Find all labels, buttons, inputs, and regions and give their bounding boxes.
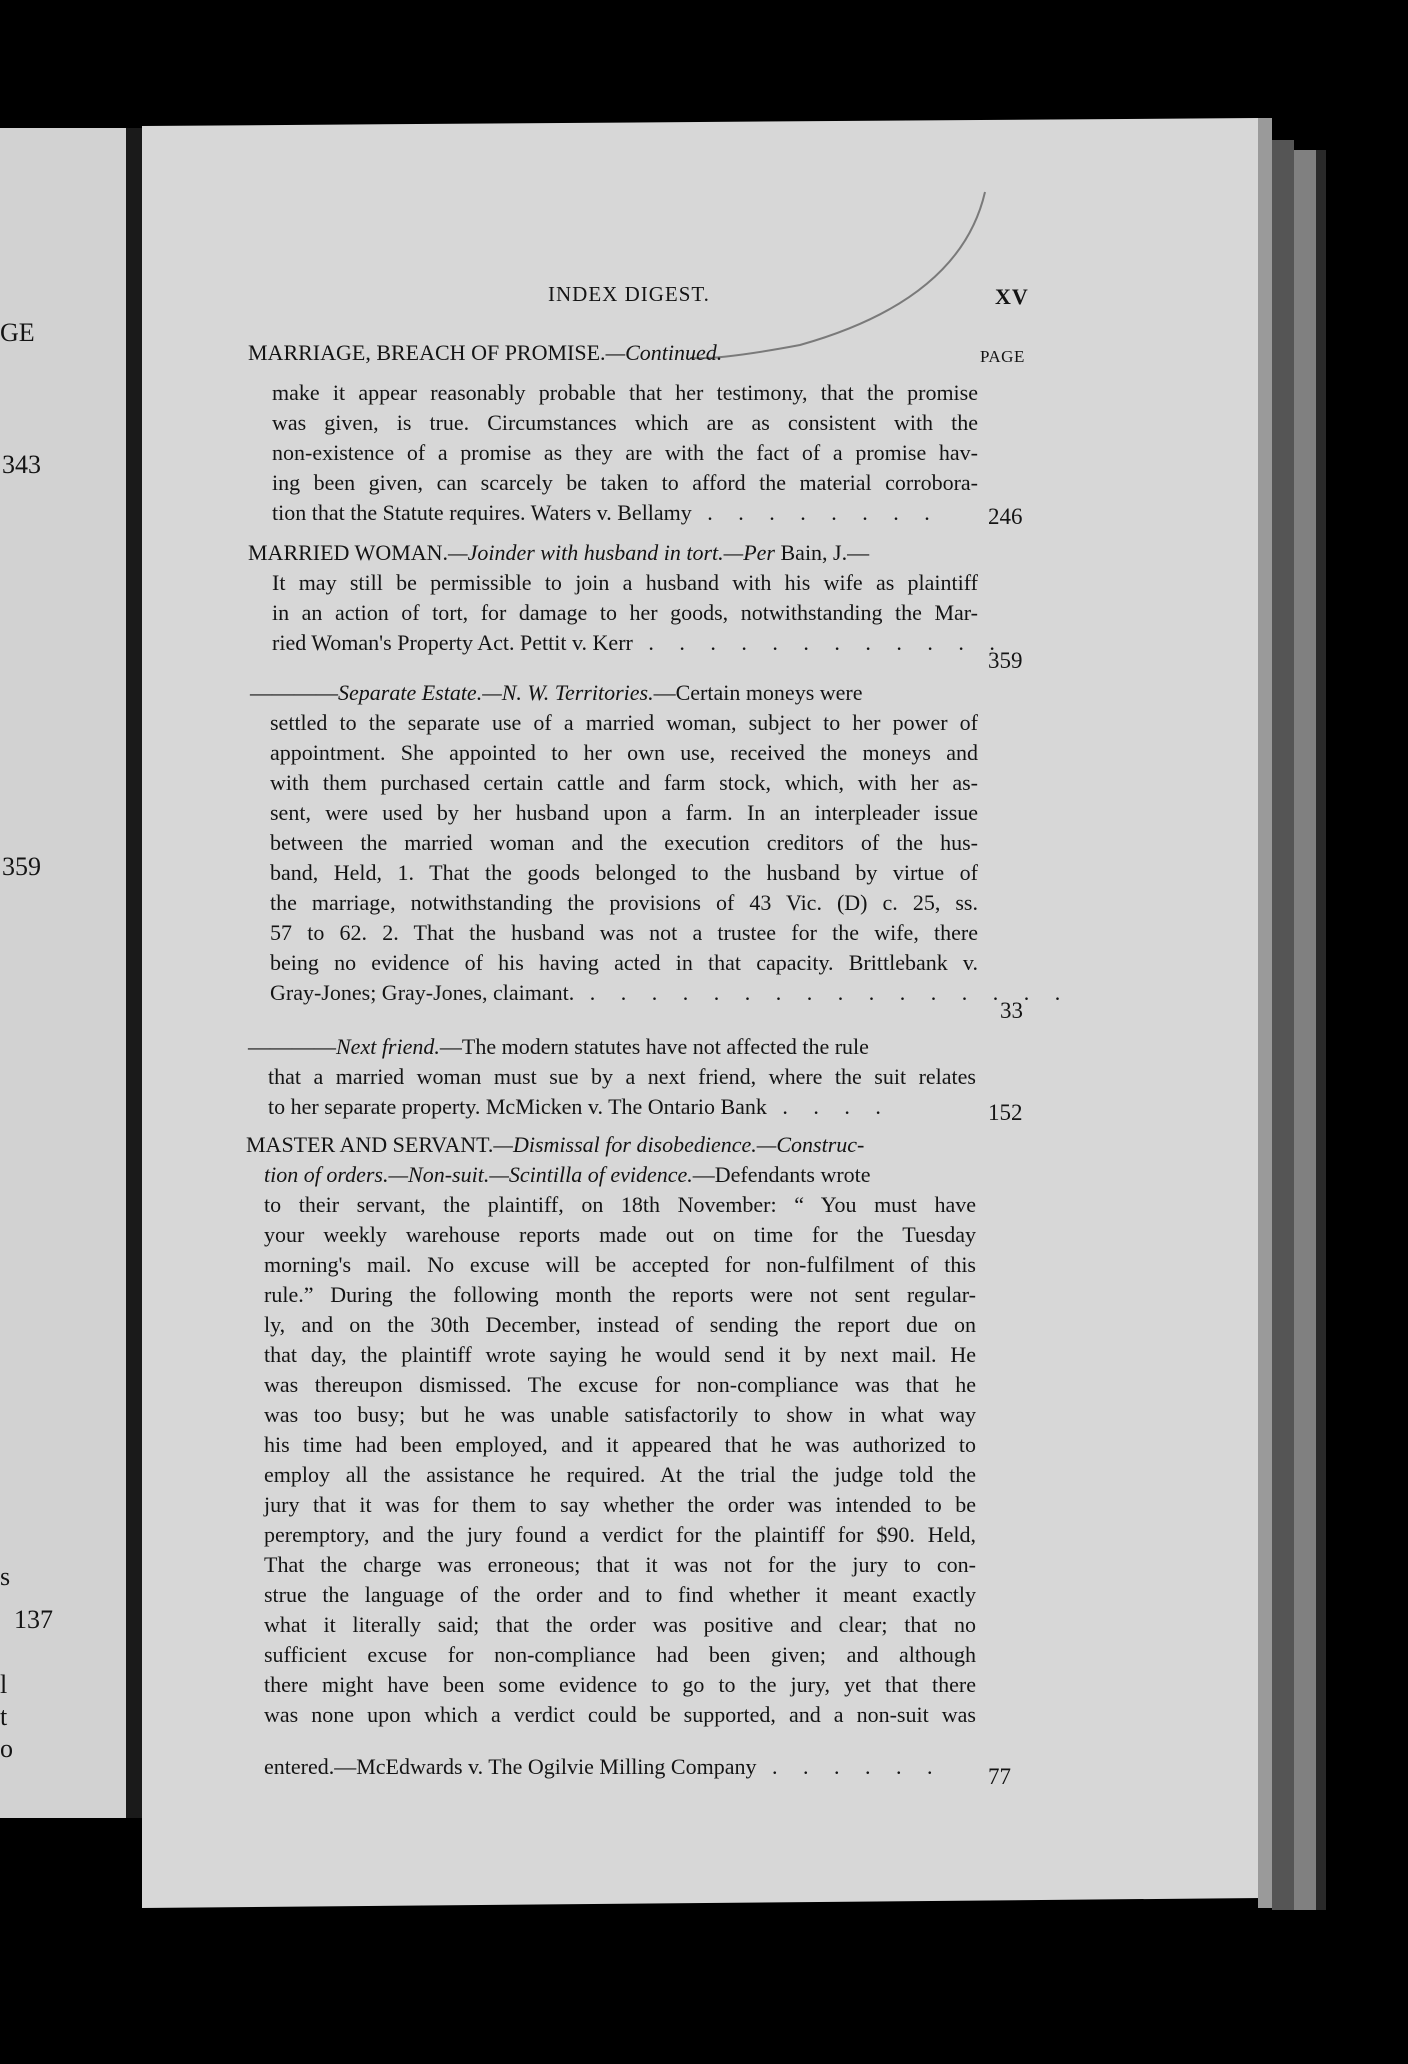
entry-line: Gray-Jones; Gray-Jones, claimant. [270, 980, 575, 1005]
entry-line: appointment. She appointed to her own use, received the moneys and [270, 740, 978, 765]
left-page-letter: t [0, 1702, 8, 1731]
entry-line: strue the language of the order and to find whether it meant exactly [264, 1582, 976, 1607]
entry-subheading: —Joinder with husband in tort.—Per [448, 540, 775, 565]
entry-line: —Defendants wrote [692, 1162, 871, 1187]
entry-line: ing been given, can scarcely be taken to afford the material corrobora- [272, 470, 978, 495]
entry-line: sent, were used by her husband upon a farm. In an interpleader issue [270, 800, 978, 825]
left-page-letter: o [0, 1734, 13, 1763]
entry-line: was none upon which a verdict could be supported, and a non-suit was [264, 1702, 976, 1727]
entry-line: employ all the assistance he required. At the trial the judge told the [264, 1462, 976, 1487]
entry-subheading: Next friend. [336, 1034, 440, 1059]
entry-line: in an action of tort, for damage to her goods, notwithstanding the Mar- [272, 600, 978, 625]
entry-line: tion of orders.—Non-suit.—Scintilla of evidence. [264, 1162, 693, 1187]
entry-line: was too busy; but he was unable satisfactorily to show in what way [264, 1402, 976, 1427]
entry-line: non-existence of a promise as they are with the fact of a promise hav- [272, 440, 978, 465]
entry-line: band, Held, 1. That the goods belonged to the husband by virtue of [270, 860, 978, 885]
entry-heading: MASTER AND SERVANT. [246, 1132, 494, 1157]
entry-line: ried Woman's Property Act. Pettit v. Kerr [272, 630, 633, 655]
entry-line: 57 to 62. 2. That the husband was not a trustee for the wife, there [270, 920, 978, 945]
entry-page-number: 359 [988, 648, 1023, 673]
entry-line: was thereupon dismissed. The excuse for non-compliance was that he [264, 1372, 976, 1397]
entry-line: entered.—McEdwards v. The Ogilvie Milling Company [264, 1754, 757, 1779]
entry-subheading: Separate Estate.—N. W. Territories. [338, 680, 654, 705]
entry-line: was given, is true. Circumstances which are as consistent with the [272, 410, 978, 435]
entry-line: that a married woman must sue by a next friend, where the suit relates [268, 1064, 976, 1089]
entry-heading: MARRIED WOMAN. [248, 540, 449, 565]
entry-line: your weekly warehouse reports made out on time for the Tuesday [264, 1222, 976, 1247]
entry-page-number: 33 [1000, 998, 1023, 1023]
entry-line: to her separate property. McMicken v. The Ontario Bank [268, 1094, 767, 1119]
entry-line: rule.” During the following month the reports were not sent regular- [264, 1282, 976, 1307]
left-page-number: 137 [14, 1605, 53, 1634]
entry-heading: MARRIAGE, BREACH OF PROMISE. [248, 340, 606, 365]
left-page-number: 343 [2, 450, 41, 479]
entry-subheading: —Dismissal for disobedience.—Construc- [493, 1132, 865, 1157]
entry-line: make it appear reasonably probable that her testimony, that the promise [272, 380, 978, 405]
left-page-letter: l [0, 1670, 8, 1699]
entry-heading: ———— [248, 1034, 336, 1059]
entry-line: there might have been some evidence to go to the jury, yet that there [264, 1672, 976, 1697]
page-column-label: PAGE [980, 347, 1025, 366]
entry-line: It may still be permissible to join a husband with his wife as plaintiff [272, 570, 978, 595]
entry-line: jury that it was for them to say whether the order was intended to be [264, 1492, 976, 1517]
entry-line: to their servant, the plaintiff, on 18th November: “ You must have [264, 1192, 976, 1217]
left-page-edge-paper [0, 128, 132, 1818]
entry-line: —Certain moneys were [653, 680, 863, 705]
entry-heading: ———— [250, 680, 338, 705]
entry-line: the marriage, notwithstanding the provisions of 43 Vic. (D) c. 25, ss. [270, 890, 978, 915]
entry-line: being no evidence of his having acted in that capacity. Brittlebank v. [270, 950, 978, 975]
left-page-letter: s [0, 1562, 11, 1591]
entry-line: what it literally said; that the order was positive and clear; that no [264, 1612, 976, 1637]
running-title: INDEX DIGEST. [548, 282, 710, 306]
entry-page-number: 246 [988, 504, 1023, 529]
entry-subheading: —Continued. [605, 340, 723, 365]
entry-line: tion that the Statute requires. Waters v. Bellamy [272, 500, 692, 525]
entry-line: peremptory, and the jury found a verdict for the plaintiff for $90. Held, [264, 1522, 976, 1547]
entry-page-number: 152 [988, 1100, 1023, 1125]
entry-line: with them purchased certain cattle and farm stock, which, with her as- [270, 770, 978, 795]
entry-line: settled to the separate use of a married woman, subject to her power of [270, 710, 978, 735]
left-page-label: GE [0, 318, 35, 347]
entry-line: ly, and on the 30th December, instead of sending the report due on [264, 1312, 976, 1337]
folio-number: XV [995, 284, 1029, 309]
entry-line: —The modern statutes have not affected the rule [439, 1034, 869, 1059]
entry-page-number: 77 [988, 1764, 1011, 1789]
entry-line: between the married woman and the execution creditors of the hus- [270, 830, 978, 855]
entry-line: morning's mail. No excuse will be accepted for non-fulfilment of this [264, 1252, 976, 1277]
entry-line: his time had been employed, and it appeared that he was authorized to [264, 1432, 976, 1457]
entry-line: sufficient excuse for non-compliance had been given; and although [264, 1642, 976, 1667]
entry-line: Bain, J.— [780, 540, 870, 565]
entry-line: that day, the plaintiff wrote saying he would send it by next mail. He [264, 1342, 976, 1367]
entry-line: That the charge was erroneous; that it was not for the jury to con- [264, 1552, 976, 1577]
left-page-number: 359 [2, 852, 41, 881]
